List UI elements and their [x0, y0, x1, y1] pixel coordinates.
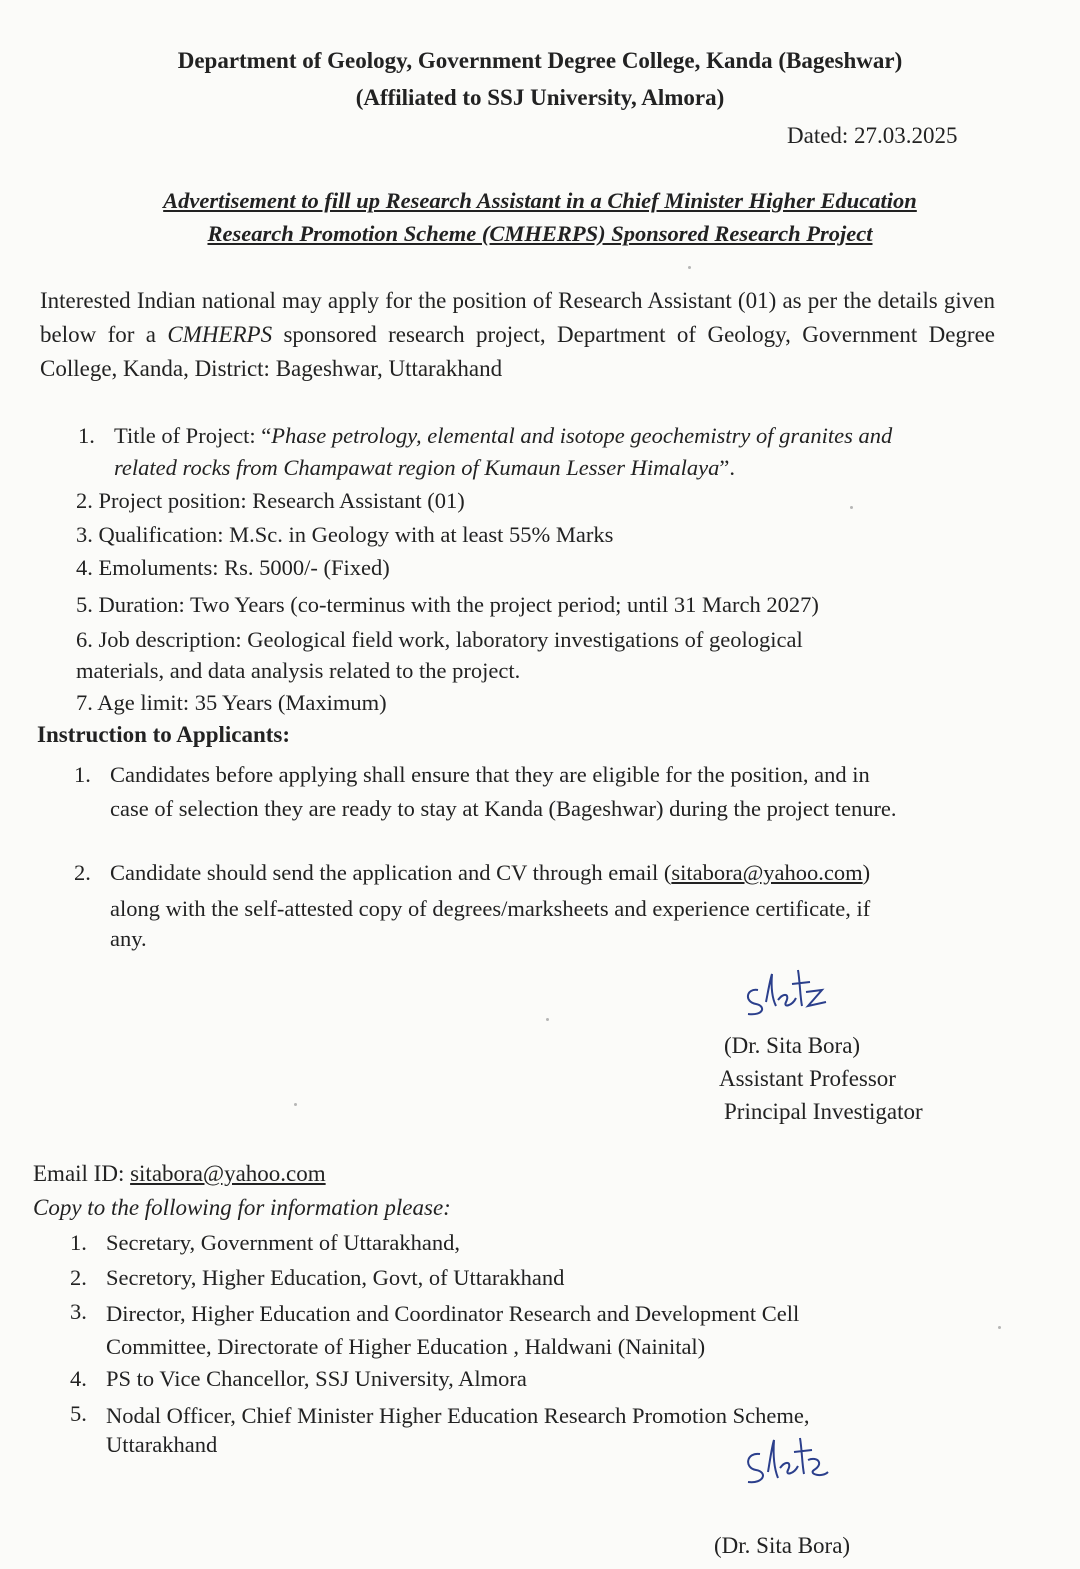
details-item2: 2. Project position: Research Assistant (01) — [76, 488, 465, 513]
scan-speck — [294, 1103, 297, 1106]
instruction-email-link[interactable]: sitabora@yahoo.com — [671, 860, 863, 885]
details-item1-line1 — [114, 423, 892, 449]
footer-signature-image — [738, 1432, 838, 1494]
project-title-line1: Phase petrology, elemental and isotope geochemistry of granites and — [271, 423, 893, 448]
instruction2-line1 — [110, 860, 870, 886]
advertisement-title-line2: Research Promotion Scheme (CMHERPS) Sponsored Research Project — [207, 221, 873, 246]
contact-email-link[interactable]: sitabora@yahoo.com — [130, 1161, 326, 1186]
copy-to-heading: Copy to the following for information please: — [33, 1195, 451, 1220]
instruction2-number: 2. — [74, 860, 91, 885]
intro-scheme-acronym: CMHERPS — [167, 322, 273, 347]
scan-speck — [998, 1326, 1001, 1329]
details-item6-line2: materials, and data analysis related to the project. — [76, 658, 521, 683]
details-item3: 3. Qualification: M.Sc. in Geology with at least 55% Marks — [76, 522, 614, 547]
email-label: Email ID: — [33, 1161, 131, 1186]
instruction1-line1: Candidates before applying shall ensure that they are eligible for the position, and in — [110, 762, 870, 787]
copy-to-item5-number: 5. — [70, 1401, 87, 1426]
instruction2-line2: along with the self-attested copy of degrees/marksheets and experience certificate, if — [110, 896, 871, 921]
copy-to-item3-line1: Director, Higher Education and Coordinator Research and Development Cell — [106, 1301, 800, 1326]
copy-to-item2-number: 2. — [70, 1265, 87, 1290]
signatory-role: Principal Investigator — [724, 1099, 923, 1124]
details-item5: 5. Duration: Two Years (co-terminus with the project period; until 31 March 2027) — [76, 592, 819, 617]
instruction2-line3: any. — [110, 926, 147, 951]
details-item1-number: 1. — [78, 423, 95, 448]
copy-to-item3-line2: Committee, Directorate of Higher Education , Haldwani (Nainital) — [106, 1334, 706, 1359]
copy-to-item3-number: 3. — [70, 1299, 87, 1324]
copy-to-item1: Secretary, Government of Uttarakhand, — [106, 1230, 461, 1255]
details-item4: 4. Emoluments: Rs. 5000/- (Fixed) — [76, 555, 390, 580]
instruction1-line2: case of selection they are ready to stay at Kanda (Bageshwar) during the project tenure. — [110, 796, 897, 821]
copy-to-item4: PS to Vice Chancellor, SSJ University, Almora — [106, 1366, 527, 1391]
scan-speck — [850, 506, 853, 509]
project-title-line2: related rocks from Champawat region of Kumaun Lesser Himalaya — [114, 455, 720, 480]
copy-to-item5-line2: Uttarakhand — [106, 1432, 218, 1457]
signatory-designation: Assistant Professor — [719, 1066, 896, 1091]
affiliation-line: (Affiliated to SSJ University, Almora) — [355, 85, 725, 110]
date-line: Dated: 27.03.2025 — [787, 123, 958, 148]
details-item1-line2 — [114, 455, 735, 481]
copy-to-item2: Secretory, Higher Education, Govt, of Uttarakhand — [106, 1265, 565, 1290]
instructions-heading: Instruction to Applicants: — [37, 722, 291, 747]
details-item6-line1: 6. Job description: Geological field work, laboratory investigations of geological — [76, 627, 803, 652]
project-title-close: ”. — [719, 455, 736, 480]
scan-speck — [688, 266, 691, 269]
department-title: Department of Geology, Government Degree College, Kanda (Bageshwar) — [177, 48, 903, 73]
intro-paragraph — [40, 284, 995, 386]
advertisement-title-line1: Advertisement to fill up Research Assistant in a Chief Minister Higher Education — [163, 188, 917, 213]
copy-to-item5-line1: Nodal Officer, Chief Minister Higher Education Research Promotion Scheme, — [106, 1403, 810, 1428]
instruction2-close-paren: ) — [862, 860, 871, 885]
footer-signatory-name: (Dr. Sita Bora) — [714, 1533, 851, 1558]
signatory-name: (Dr. Sita Bora) — [724, 1033, 861, 1058]
intro-text-part1: Interested Indian national may apply for the position of Research Assistant (01) as per the details given below for a — [40, 288, 995, 347]
details-item7: 7. Age limit: 35 Years (Maximum) — [76, 690, 387, 715]
intro-text-part2: sponsored research project, Department of Geology, Government Degree College, Kanda, District: Bageshwar, Uttarakhand — [40, 322, 995, 381]
contact-email-line — [33, 1161, 326, 1187]
instruction1-number: 1. — [74, 762, 91, 787]
scan-speck — [546, 1018, 549, 1021]
instruction2-text: Candidate should send the application and CV through email ( — [110, 860, 672, 885]
copy-to-item4-number: 4. — [70, 1366, 87, 1391]
signature-image — [738, 962, 838, 1022]
project-title-label: Title of Project: “ — [114, 423, 272, 448]
copy-to-item1-number: 1. — [70, 1230, 87, 1255]
